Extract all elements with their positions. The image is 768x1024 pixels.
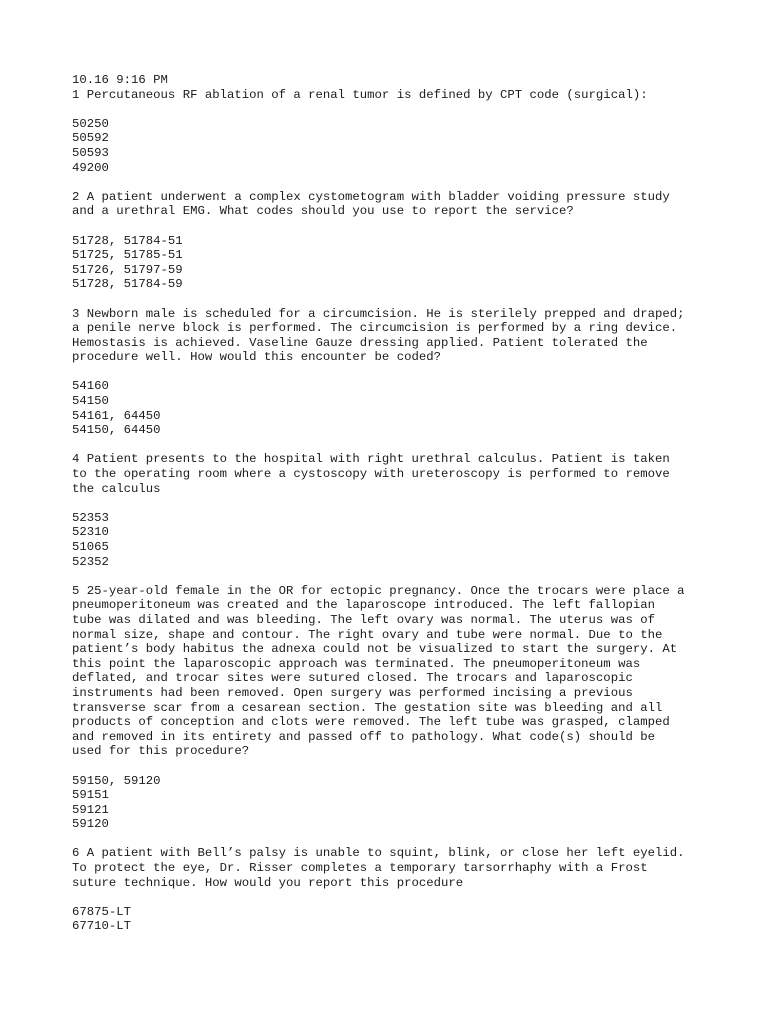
question-text-line: suture technique. How would you report this procedure [72, 875, 464, 890]
answer-option: 67875-LT [72, 904, 132, 919]
question-text-line: and removed in its entirety and passed off to pathology. What code(s) should be [72, 729, 655, 744]
answer-option: 59151 [72, 788, 109, 803]
answer-option: 59150, 59120 [72, 773, 161, 788]
question-text [72, 88, 732, 103]
question-text-line: the calculus [72, 481, 161, 496]
question-text-line: used for this procedure? [72, 744, 250, 759]
question-text-line: procedure well. How would this encounter be coded? [72, 350, 441, 365]
question-1 [72, 88, 732, 176]
answer-option: 54161, 64450 [72, 408, 161, 423]
question-text-line: 3 Newborn male is scheduled for a circumcision. He is sterilely prepped and draped; [72, 306, 685, 321]
question-2 [72, 190, 732, 292]
answer-option: 67710-LT [72, 919, 132, 934]
answer-option: 54150 [72, 394, 109, 409]
question-text-line: products of conception and clots were removed. The left tube was grasped, clamped [72, 715, 670, 730]
answer-option: 51728, 51784-51 [72, 233, 183, 248]
question-text-line: transverse scar from a cesarean section. The gestation site was bleeding and all [72, 700, 663, 715]
question-text-line: deflated, and trocar sites were sutured closed. The trocars and laparoscopic [72, 671, 633, 686]
question-3 [72, 307, 732, 438]
answer-option: 50250 [72, 116, 109, 131]
answer-option: 51726, 51797-59 [72, 262, 183, 277]
answer-option: 52353 [72, 510, 109, 525]
answer-options [72, 905, 732, 934]
answer-options [72, 379, 732, 437]
question-text [72, 452, 732, 496]
answer-option: 49200 [72, 160, 109, 175]
question-text [72, 190, 732, 219]
question-text-line: 1 Percutaneous RF ablation of a renal tumor is defined by CPT code (surgical): [72, 87, 648, 102]
question-text-line: 4 Patient presents to the hospital with right urethral calculus. Patient is taken [72, 452, 670, 467]
question-4 [72, 452, 732, 569]
question-text-line: 6 A patient with Bell’s palsy is unable to squint, blink, or close her left eyelid. [72, 846, 685, 861]
question-text-line: tube was dilated and was bleeding. The left ovary was normal. The uterus was of [72, 612, 655, 627]
answer-options [72, 774, 732, 832]
answer-option: 51728, 51784-59 [72, 277, 183, 292]
question-text [72, 307, 732, 365]
question-text-line: to the operating room where a cystoscopy with ureteroscopy is performed to remove [72, 467, 670, 482]
question-text-line: Hemostasis is achieved. Vaseline Gauze dressing applied. Patient tolerated the [72, 335, 648, 350]
question-text-line: 5 25-year-old female in the OR for ectopic pregnancy. Once the trocars were place a [72, 583, 685, 598]
answer-options [72, 234, 732, 292]
question-6 [72, 846, 732, 934]
question-text-line: pneumoperitoneum was created and the laparoscope introduced. The left fallopian [72, 598, 655, 613]
question-text [72, 584, 732, 759]
question-text-line: this point the laparoscopic approach was terminated. The pneumoperitoneum was [72, 656, 641, 671]
answer-option: 50592 [72, 131, 109, 146]
timestamp: 10.16 9:16 PM [72, 73, 168, 87]
question-text-line: 2 A patient underwent a complex cystometogram with bladder voiding pressure study [72, 189, 670, 204]
question-5 [72, 584, 732, 832]
document-page [72, 73, 732, 934]
answer-option: 50593 [72, 145, 109, 160]
question-list [72, 88, 732, 934]
answer-option: 52352 [72, 554, 109, 569]
question-text-line: and a urethral EMG. What codes should you use to report the service? [72, 204, 574, 219]
question-text-line: instruments had been removed. Open surgery was performed incising a previous [72, 685, 633, 700]
question-text [72, 846, 732, 890]
question-text-line: normal size, shape and contour. The right ovary and tube were normal. Due to the [72, 627, 663, 642]
answer-option: 59120 [72, 817, 109, 832]
question-text-line: patient’s body habitus the adnexa could not be visualized to start the surgery. At [72, 642, 678, 657]
answer-options [72, 117, 732, 175]
question-text-line: To protect the eye, Dr. Risser completes a temporary tarsorrhaphy with a Frost [72, 861, 648, 876]
answer-option: 51065 [72, 540, 109, 554]
answer-option: 54150, 64450 [72, 423, 161, 438]
answer-option: 59121 [72, 802, 109, 817]
question-text-line: a penile nerve block is performed. The circumcision is performed by a ring device. [72, 321, 678, 336]
answer-option: 52310 [72, 525, 109, 540]
answer-option: 54160 [72, 379, 109, 394]
answer-options [72, 511, 732, 569]
answer-option: 51725, 51785-51 [72, 248, 183, 263]
